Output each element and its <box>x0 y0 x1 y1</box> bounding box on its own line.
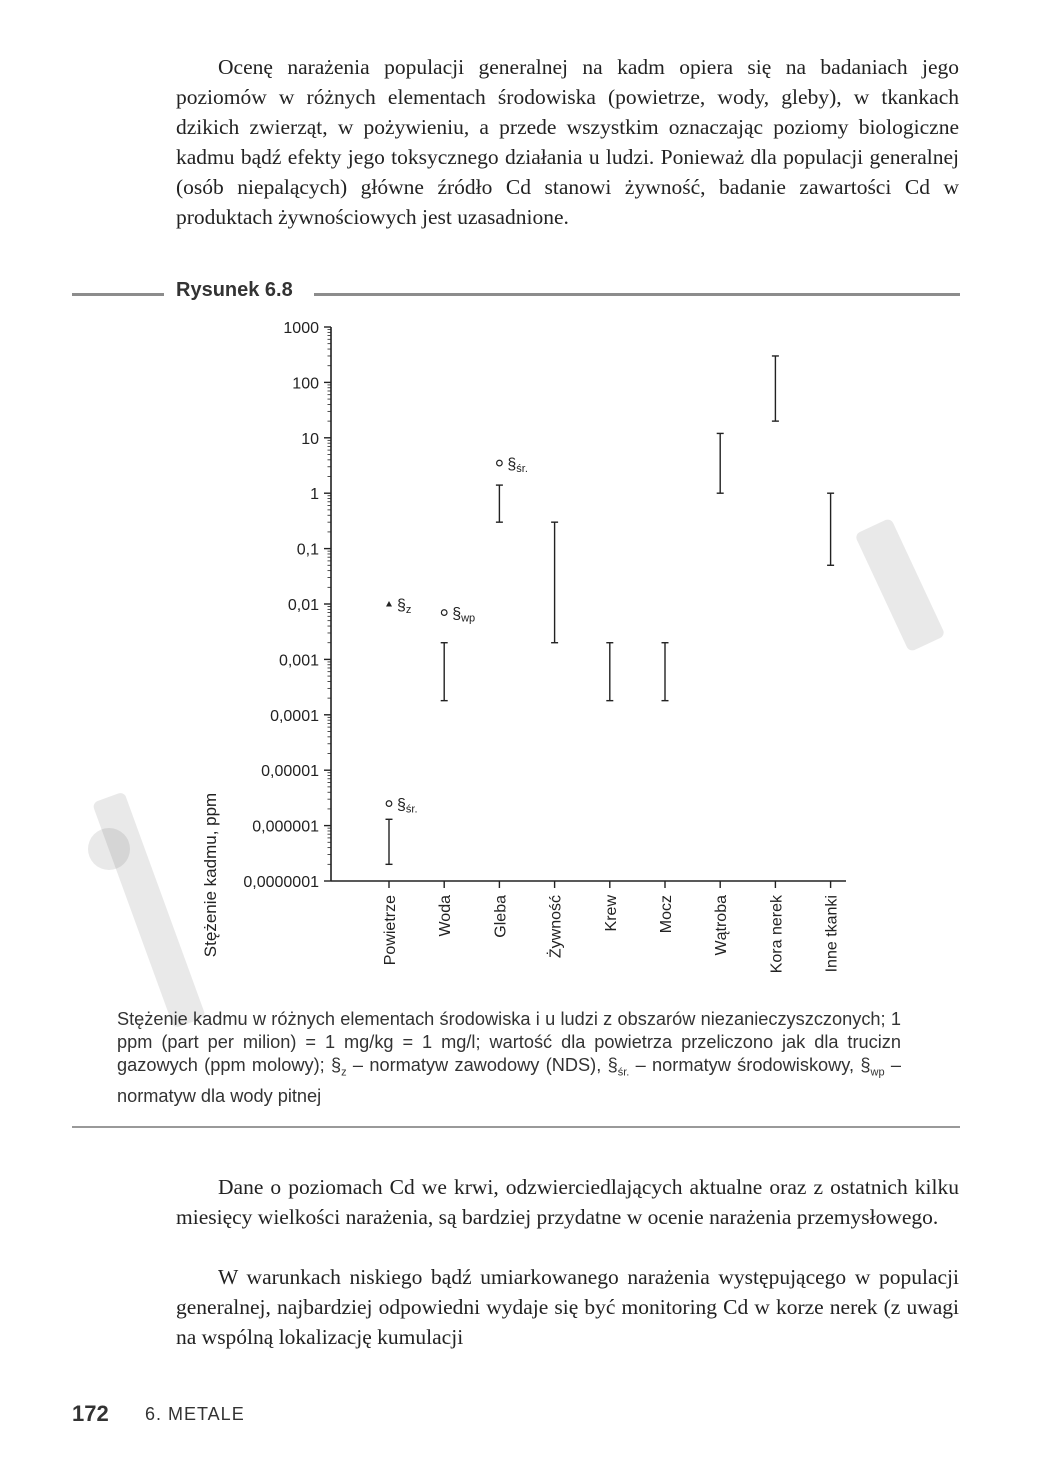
y-tick-label: 0,0000001 <box>243 874 319 891</box>
marker-label: §wp <box>452 605 476 625</box>
x-category-label: Mocz <box>658 895 675 934</box>
figure-label: Rysunek 6.8 <box>176 279 293 301</box>
page-number: 172 <box>72 1401 109 1426</box>
marker-circle <box>441 610 447 616</box>
marker-circle <box>497 460 503 466</box>
y-tick-label: 1000 <box>283 320 319 337</box>
x-category-label: Wątroba <box>713 895 731 956</box>
figure-rule-right <box>314 293 960 296</box>
marker-label: §z <box>397 597 412 616</box>
paragraph-intro: Ocenę narażenia populacji generalnej na kadm opiera się na badaniach jego poziomów w różnych elementach środowiska (powietrze, wody, gleby), w tkankach dzikich zwierząt, w pożywieniu, a przede wszystkim oznaczając poziomy biologiczne kadmu bądź efekty jego toksycznego działania u ludzi. Ponieważ dla populacji generalnej (osób niepalących) główne źródło Cd stanowi żywność, badanie zawartości Cd w produktach żywnościowych jest uzasadnione. <box>176 54 959 229</box>
figure-caption: Stężenie kadmu w różnych elementach środowiska i u ludzi z obszarów niezanieczyszczonych; 1 ppm (part per milion) = 1 mg/kg = 1 mg/l; wartość dla powietrza przeliczono jak dla trucizn gazowych (ppm molowy); $\S_z$ – normatyw zawodowy (NDS), $\S_{śr.}$ – normatyw środowiskowy, $\S_{wp}$ – normatyw dla wody pitnej <box>117 1009 901 1106</box>
x-category-label: Woda <box>437 895 455 937</box>
marker-label: §śr. <box>507 456 528 476</box>
paragraph-monitoring: W warunkach niskiego bądź umiarkowanego narażenia występującego w populacji generalnej, najbardziej odpowiedni wydaje się być monitoring Cd w korze nerek (z uwagi na wspólną lokalizację kumulacji <box>176 1265 959 1349</box>
marker-circle <box>386 801 392 807</box>
cadmium-chart <box>0 300 1046 1000</box>
y-tick-label: 0,0001 <box>270 707 319 725</box>
paragraph-blood: Dane o poziomach Cd we krwi, odzwierciedlających aktualne oraz z ostatnich kilku miesięcy wielkości narażenia, są bardziej przydatne w ocenie narażenia przemysłowego. <box>176 1175 959 1229</box>
marker-triangle <box>386 601 392 607</box>
x-category-label: Inne tkanki <box>823 895 841 973</box>
marker-label: §śr. <box>397 796 418 816</box>
x-category-label: Kora nerek <box>768 895 786 974</box>
y-tick-label: 0,00001 <box>261 763 319 781</box>
figure-rule-left <box>72 293 164 296</box>
y-tick-label: 0,01 <box>287 597 319 614</box>
figure-bottom-rule <box>72 1126 960 1128</box>
y-tick-label: 10 <box>301 430 319 448</box>
y-tick-label: 0,1 <box>296 541 319 559</box>
y-tick-label: 100 <box>292 375 319 393</box>
x-category-label: Żywność <box>547 895 565 959</box>
y-tick-label: 0,001 <box>278 652 319 670</box>
y-axis-label: Stężenie kadmu, ppm <box>201 792 220 958</box>
y-tick-label: 0,000001 <box>252 818 319 836</box>
x-category-label: Krew <box>602 895 620 932</box>
x-category-label: Gleba <box>492 895 510 938</box>
x-category-label: Powietrze <box>382 895 399 966</box>
y-tick-label: 1 <box>310 486 319 504</box>
chapter-title: 6. METALE <box>145 1404 245 1424</box>
